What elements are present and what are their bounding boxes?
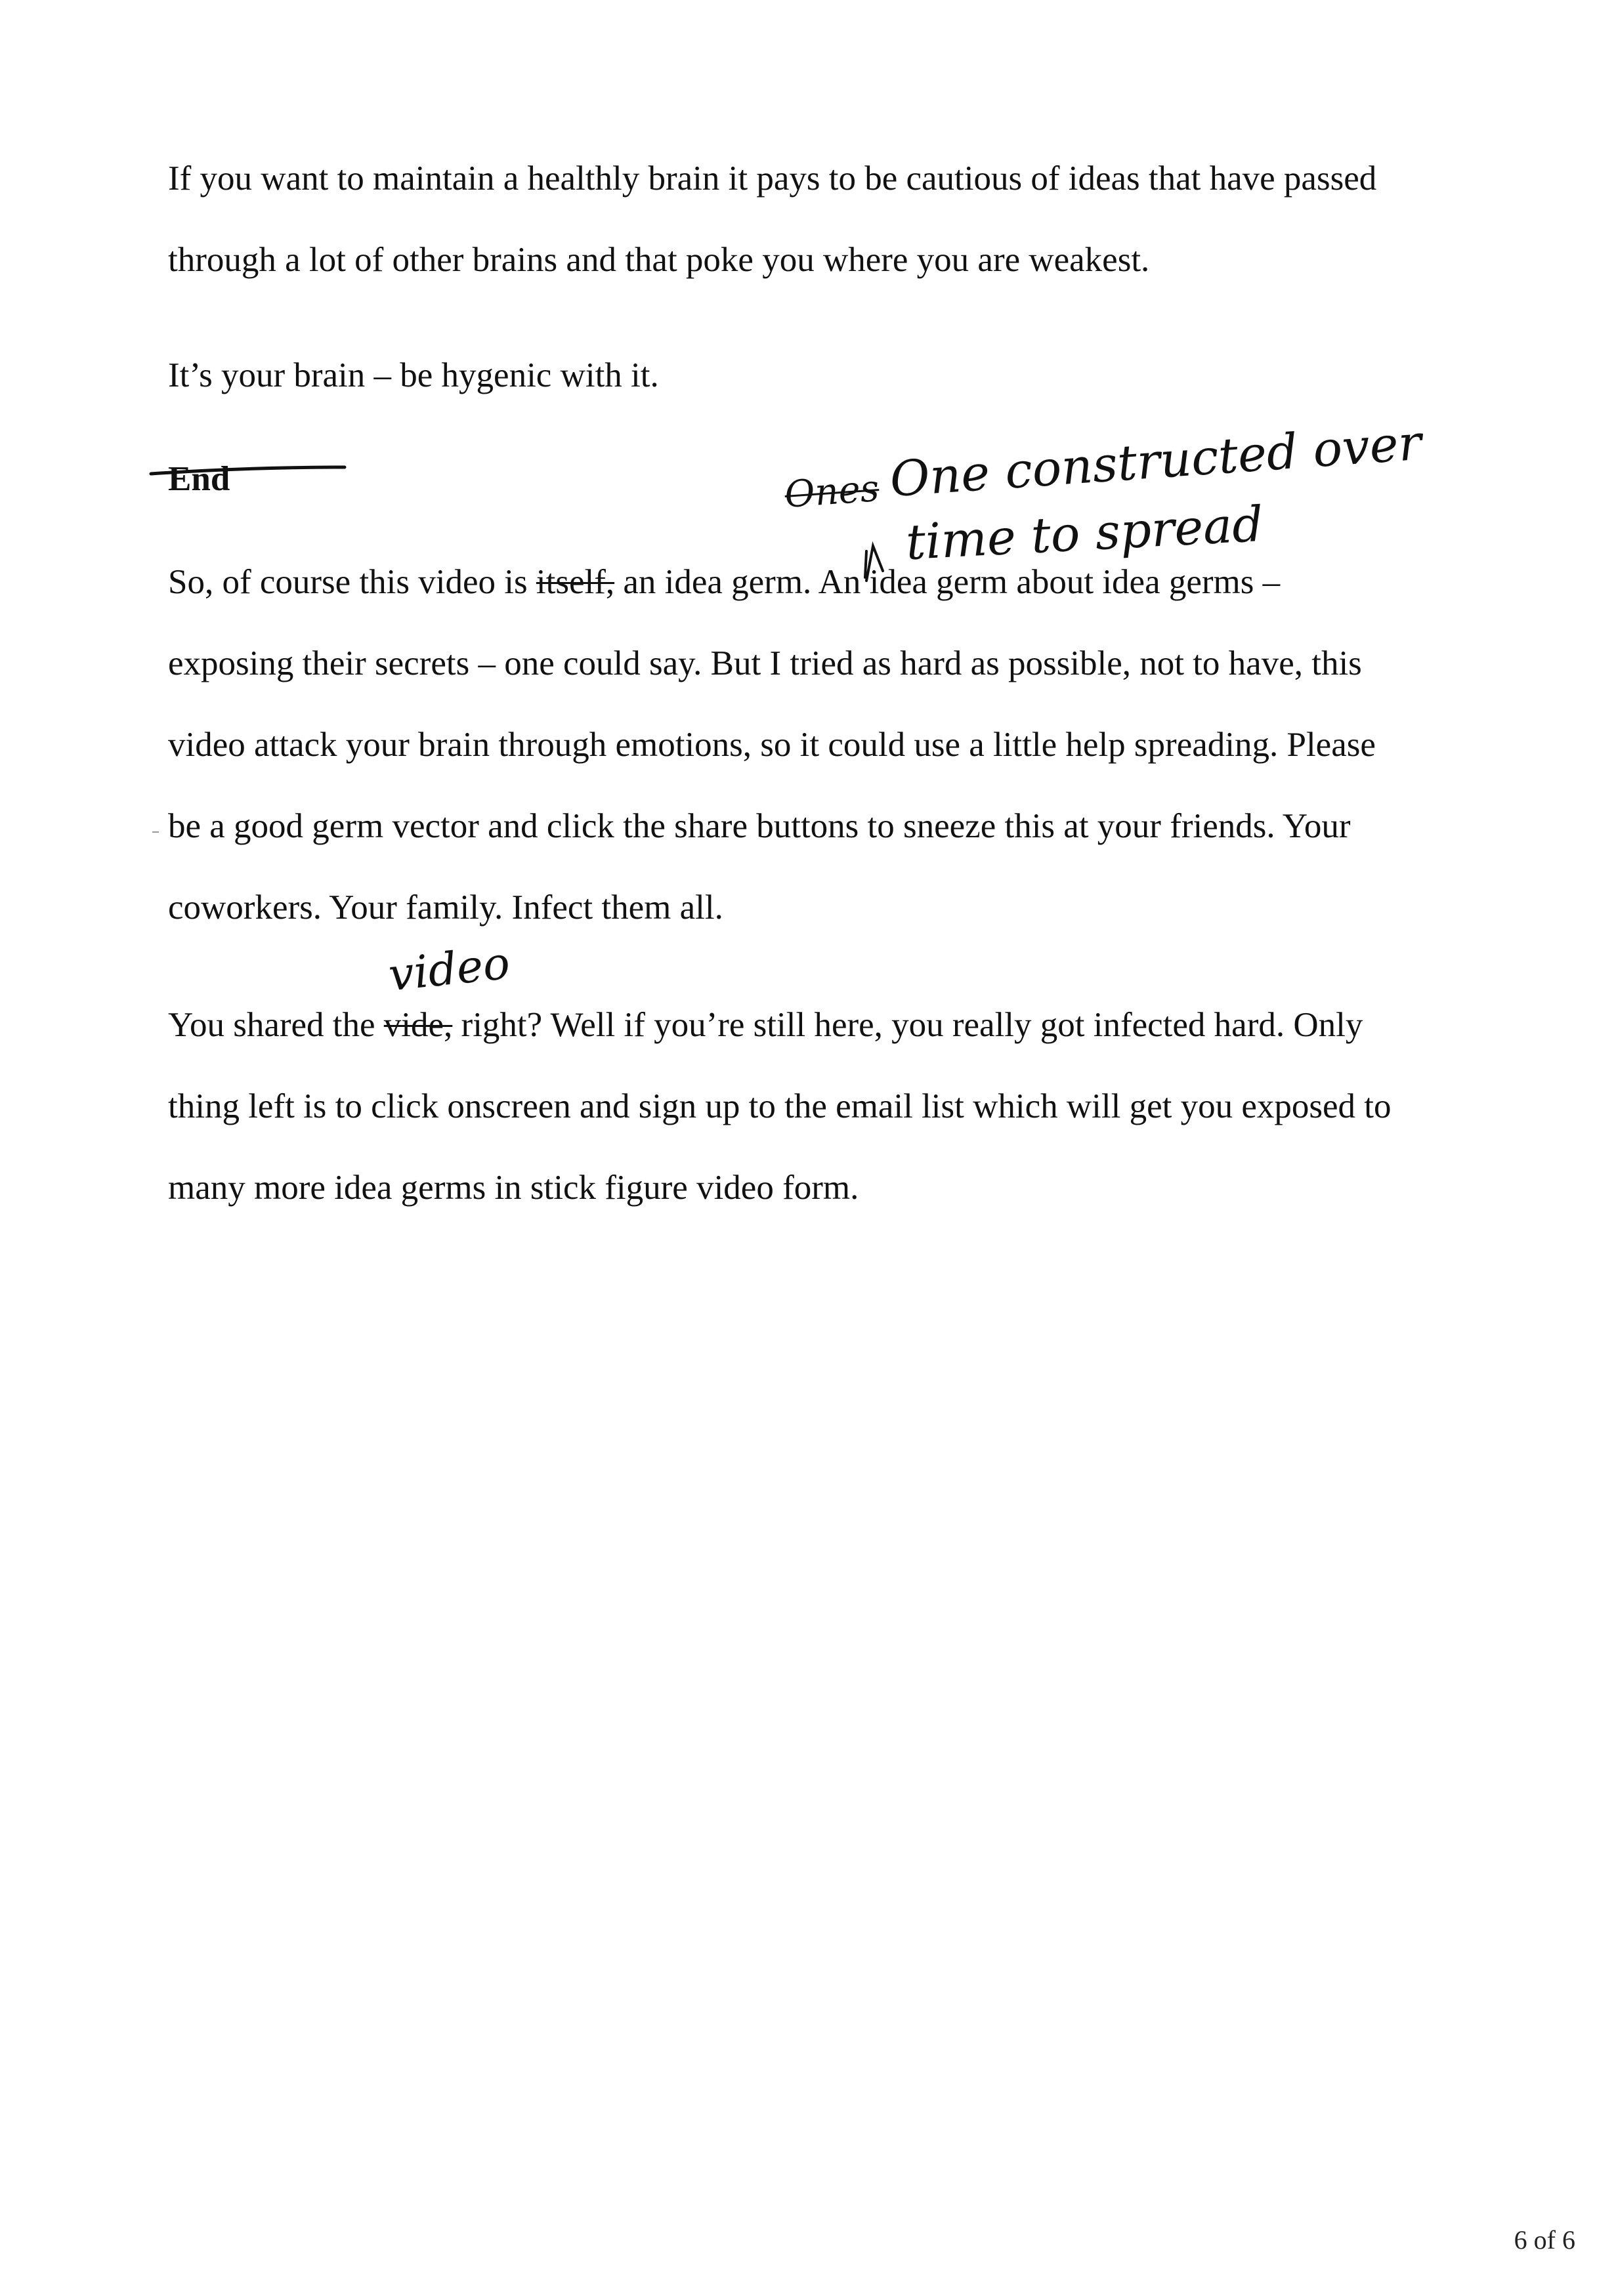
paragraph-3-line-1 <box>168 541 1481 623</box>
paragraph-1-line-1: If you want to maintain a healthly brain it pays to be cautious of ideas that have passed <box>168 159 1377 198</box>
paragraph-3-line-1-end: an idea germ. An idea germ about idea germs – <box>614 563 1281 601</box>
handwritten-scribble <box>782 456 881 519</box>
handwritten-correction: video <box>386 937 513 1002</box>
paragraph-3 <box>168 541 1481 948</box>
handwritten-annotation-line-1: One constructed over <box>887 414 1424 509</box>
struck-word-vide: vide, <box>383 1006 453 1044</box>
end-heading: End <box>168 460 230 498</box>
paragraph-4-line-1-end: right? Well if you’re still here, you really got infected hard. Only <box>452 1006 1363 1044</box>
paragraph-3-line-2: exposing their secrets – one could say. But I tried as hard as possible, not to have, this <box>168 644 1362 682</box>
paragraph-4-line-1 <box>168 984 1481 1066</box>
paragraph-4-line-3: many more idea germs in stick figure video form. <box>168 1169 859 1207</box>
paragraph-1-line-2: through a lot of other brains and that poke you where you are weakest. <box>168 241 1150 279</box>
paragraph-3-line-3: video attack your brain through emotions, so it could use a little help spreading. Please <box>168 726 1376 764</box>
paragraph-4-line-1-start: You shared the <box>168 1006 384 1044</box>
paragraph-3-line-5: coworkers. Your family. Infect them all. <box>168 888 723 927</box>
paragraph-3-line-1-start: So, of course this video is <box>168 563 536 601</box>
paragraph-4 <box>168 984 1481 1228</box>
handwritten-annotation-line-2: time to spread <box>904 495 1265 572</box>
paragraph-1 <box>168 138 1481 301</box>
paragraph-2 <box>168 335 1481 416</box>
paragraph-3-line-4: be a good germ vector and click the share buttons to sneeze this at your friends. Your <box>168 807 1351 845</box>
struck-word-itself: itself, <box>536 563 615 601</box>
paragraph-4-line-2: thing left is to click onscreen and sign up to the email list which will get you exposed to <box>168 1087 1392 1125</box>
handwritten-struck-scribble: Ones <box>783 467 881 516</box>
paragraph-2-line-1: It’s your brain – be hygenic with it. <box>168 356 659 394</box>
page-number: 6 of 6 <box>1514 2225 1575 2255</box>
